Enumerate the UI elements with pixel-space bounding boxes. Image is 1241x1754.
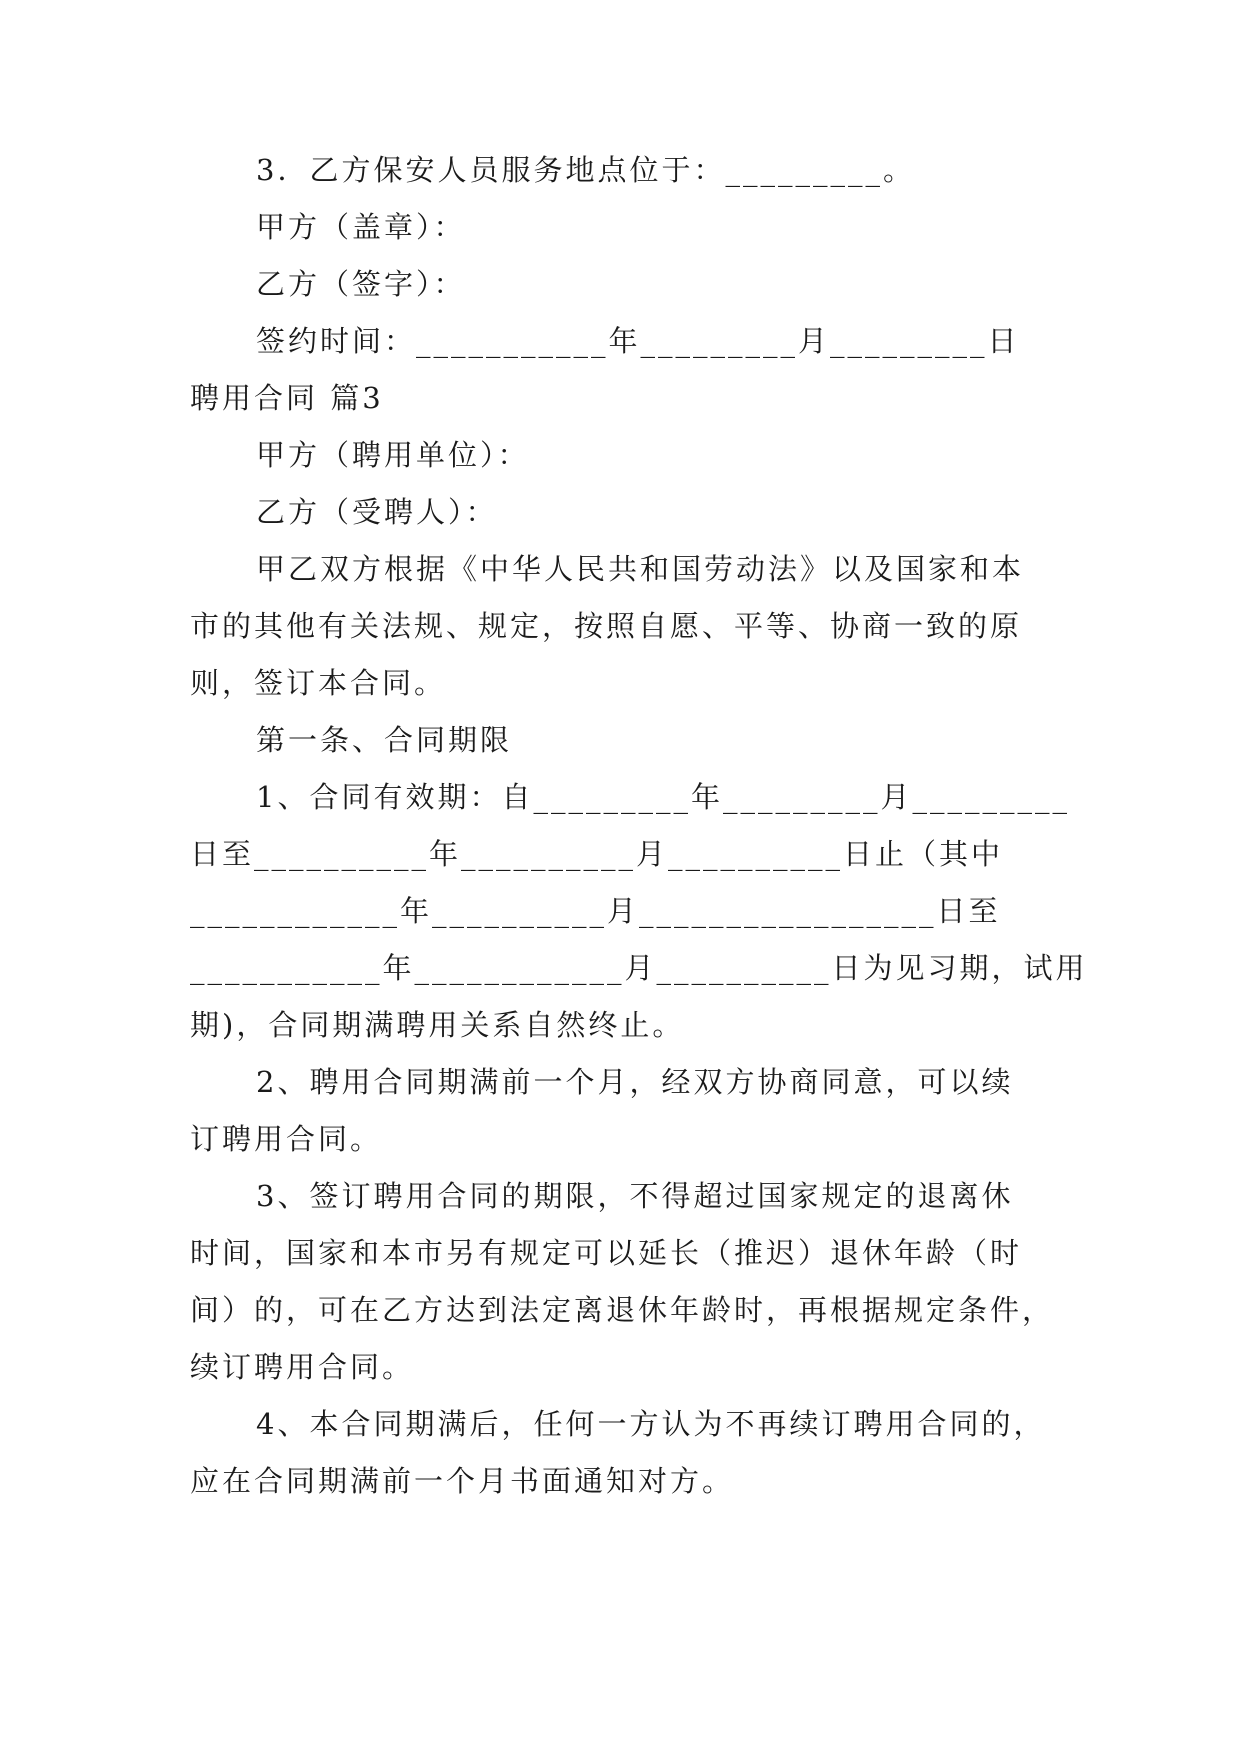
text-line: 3、签订聘用合同的期限，不得超过国家规定的退离休 [256,1179,1014,1213]
text-line: 订聘用合同。 [190,1122,383,1156]
text-line: 应在合同期满前一个月书面通知对方。 [190,1464,735,1498]
text-line: 3．乙方保安人员服务地点位于：_________。 [256,153,915,187]
text-line: 日至__________年__________月__________日止（其中 [190,837,1004,871]
text-line: 时间，国家和本市另有规定可以延长（推迟）退休年龄（时 [190,1236,1023,1270]
text-line: 甲方（聘用单位）： [256,438,530,472]
text-line: 甲方（盖章）： [256,210,466,244]
text-line: 甲乙双方根据《中华人民共和国劳动法》以及国家和本 [256,552,1025,586]
text-line: 乙方（签字）： [256,267,466,301]
text-line: ___________年____________月__________日为见习期，试用 [190,951,1088,985]
text-line: ____________年__________月_________________日至 [190,894,1001,928]
text-line: 4、本合同期满后，任何一方认为不再续订聘用合同的， [256,1407,1046,1441]
text-line: 则，签订本合同。 [190,666,447,700]
text-line: 签约时间：___________年_________月_________日 [256,324,1020,358]
text-line: 期)，合同期满聘用关系自然终止。 [190,1008,685,1042]
clause-heading: 第一条、合同期限 [256,723,513,757]
text-line: 间）的，可在乙方达到法定离退休年龄时，再根据规定条件， [190,1293,1055,1327]
text-line: 市的其他有关法规、规定，按照自愿、平等、协商一致的原 [190,609,1023,643]
text-line: 续订聘用合同。 [190,1350,415,1384]
text-line: 乙方（受聘人）： [256,495,498,529]
section-heading: 聘用合同 篇3 [190,381,384,415]
text-line: 2、聘用合同期满前一个月，经双方协商同意，可以续 [256,1065,1014,1099]
text-line: 1、合同有效期：自_________年_________月_________ [256,780,1070,814]
